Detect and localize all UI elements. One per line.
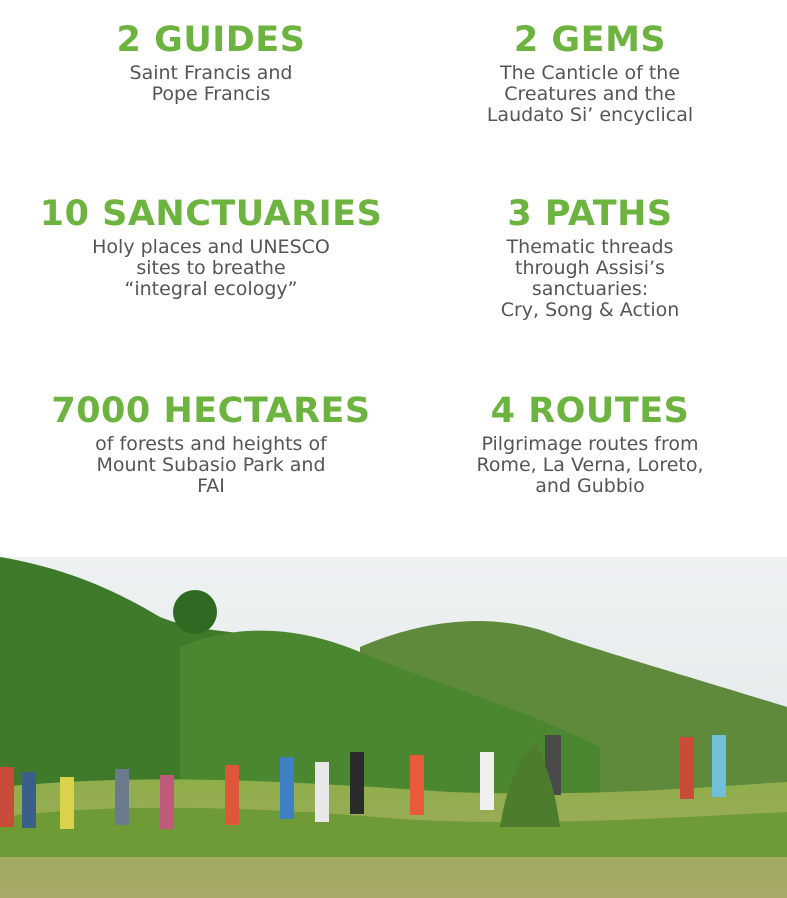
stat-description: Pilgrimage routes from Rome, La Verna, Loreto, and Gubbio <box>476 433 704 497</box>
stat-description: Saint Francis and Pope Francis <box>129 62 293 105</box>
stat-number: 7000 HECTARES <box>51 391 371 431</box>
stat-description: The Canticle of the Creatures and the Laudato Si’ encyclical <box>486 62 694 126</box>
stat-number: 2 GUIDES <box>116 20 306 60</box>
stat-sanctuaries <box>31 194 391 300</box>
pilgrims-hiking-photo <box>0 557 787 898</box>
stat-description: of forests and heights of Mount Subasio Park and FAI <box>95 433 327 497</box>
lone-tree <box>173 590 217 634</box>
stat-number: 3 PATHS <box>507 194 673 234</box>
stat-guides <box>31 20 391 105</box>
stat-gems <box>410 20 770 126</box>
stat-hectares <box>31 391 391 497</box>
stat-description: Thematic threads through Assisi’s sanctuaries: Cry, Song & Action <box>500 236 680 321</box>
stat-description: Holy places and UNESCO sites to breathe “integral ecology” <box>92 236 330 300</box>
stat-number: 4 ROUTES <box>490 391 690 431</box>
stat-number: 2 GEMS <box>513 20 667 60</box>
stat-paths <box>410 194 770 321</box>
landscape-illustration <box>0 557 787 898</box>
stat-number: 10 SANCTUARIES <box>39 194 383 234</box>
stat-routes <box>410 391 770 497</box>
